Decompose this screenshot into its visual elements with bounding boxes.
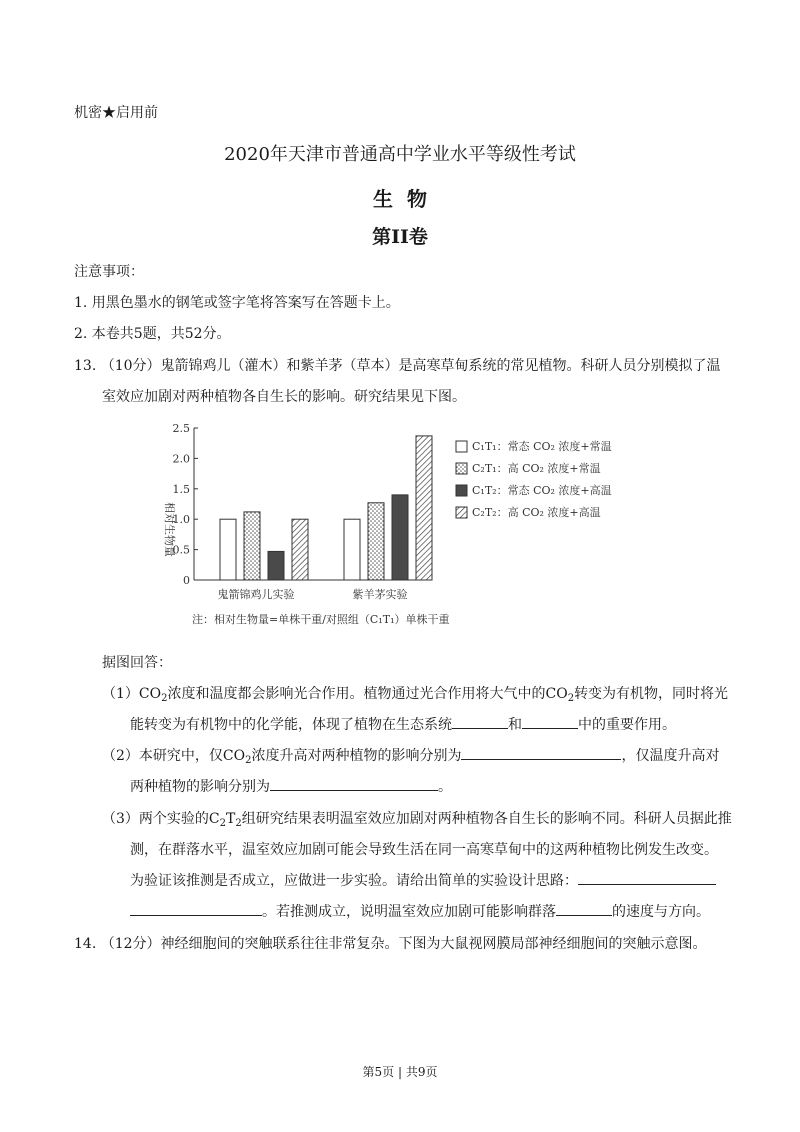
bar <box>416 436 432 580</box>
legend-swatch <box>456 507 467 518</box>
text: 。 <box>438 779 452 795</box>
biomass-bar-chart <box>150 420 640 630</box>
legend-swatch <box>456 463 467 474</box>
q13-part2-line1 <box>102 745 719 765</box>
q13-stem-line1 <box>74 355 721 375</box>
q13-part3-line1 <box>102 808 732 828</box>
notes-item-2: 2. 本卷共5题，共52分。 <box>74 326 231 342</box>
legend-swatch <box>456 485 467 496</box>
answer-blank[interactable] <box>452 714 508 729</box>
text: 为验证该推测是否成立，应做进一步实验。请给出简单的实验设计思路： <box>130 873 578 889</box>
q13-stem-line2: 室效应加剧对两种植物各自生长的影响。研究结果见下图。 <box>102 389 466 405</box>
text: （3）两个实验的C <box>102 811 220 827</box>
q13-score: （10分） <box>100 358 161 374</box>
text: （2）本研究中，仅CO <box>102 748 246 764</box>
text: 浓度和温度都会影响光合作用。植物通过光合作用将大气中的CO <box>167 686 568 702</box>
q14-number: 14. <box>74 936 97 952</box>
q14-stem-text: 神经细胞间的突触联系往往非常复杂。下图为大鼠视网膜局部神经细胞间的突触示意图。 <box>160 936 707 952</box>
y-tick-label: 1.5 <box>172 482 190 496</box>
text: 中的重要作用。 <box>578 717 676 733</box>
text: （1）CO <box>102 686 162 702</box>
text: 。若推测成立，说明温室效应加剧可能影响群落 <box>262 904 556 920</box>
subscript: 2 <box>235 818 242 829</box>
y-tick-label: 1.0 <box>172 513 190 527</box>
text: 两种植物的影响分别为 <box>130 779 270 795</box>
text: 和 <box>508 717 522 733</box>
q13-prompt: 据图回答： <box>102 655 172 671</box>
q14-score: （12分） <box>100 936 161 952</box>
bar <box>344 519 360 580</box>
bar <box>292 519 308 580</box>
q13-part1-line1 <box>102 683 728 703</box>
q13-part3-line3 <box>130 870 716 890</box>
x-tick-label: 紫羊茅实验 <box>352 588 408 601</box>
q13-part3-line2: 测，在群落水平，温室效应加剧可能会导致生活在同一高寒草甸中的这两种植物比例发生改变。 <box>130 842 718 858</box>
text: 浓度升高对两种植物的影响分别为 <box>251 748 462 764</box>
answer-blank[interactable] <box>130 901 262 916</box>
confidential-label: 机密★启用前 <box>74 105 158 121</box>
answer-blank[interactable] <box>556 901 612 916</box>
text: 能转变为有机物中的化学能，体现了植物在生态系统 <box>130 717 452 733</box>
q13-stem-text: 鬼箭锦鸡儿（灌木）和紫羊茅（草本）是高寒草甸系统的常见植物。科研人员分别模拟了温 <box>160 358 721 374</box>
y-axis-label: 相对生物量 <box>163 502 176 557</box>
exam-title: 2020年天津市普通高中学业水平等级性考试 <box>224 144 576 165</box>
q13-part3-line4 <box>130 901 710 921</box>
subscript: 2 <box>161 693 168 704</box>
notes-item-1: 1. 用黑色墨水的钢笔或签字笔将答案写在答题卡上。 <box>74 295 400 311</box>
q13-part2-line2 <box>130 776 452 796</box>
text: 的速度与方向。 <box>612 904 710 920</box>
bar <box>220 519 236 580</box>
text: 转变为有机物，同时将光 <box>574 686 729 702</box>
subscript: 2 <box>245 755 252 766</box>
q13-number: 13. <box>74 358 97 374</box>
subject-title: 生物 <box>373 187 441 211</box>
q13-part1-line2 <box>130 714 676 734</box>
legend-label: C₁T₂：常态 CO₂ 浓度+高温 <box>472 484 612 497</box>
answer-blank[interactable] <box>522 714 578 729</box>
y-tick-label: 0 <box>183 574 190 587</box>
subscript: 2 <box>219 818 226 829</box>
legend-label: C₁T₁：常态 CO₂ 浓度+常温 <box>472 440 612 453</box>
legend-swatch <box>456 441 467 452</box>
q14-stem <box>74 933 707 953</box>
text: 组研究结果表明温室效应加剧对两种植物各自生长的影响不同。科研人员据此推 <box>241 811 732 827</box>
bar <box>268 551 284 580</box>
y-tick-label: 0.5 <box>172 543 190 557</box>
answer-blank[interactable] <box>578 870 716 885</box>
y-tick-label: 2.0 <box>172 452 190 466</box>
text: ，仅温度升高对 <box>621 748 720 764</box>
bar <box>244 512 260 580</box>
x-tick-label: 鬼箭锦鸡儿实验 <box>217 588 295 601</box>
part-title: 第II卷 <box>372 226 428 248</box>
chart-note: 注：相对生物量=单株干重∕对照组（C₁T₁）单株干重 <box>192 613 450 626</box>
legend-label: C₂T₂：高 CO₂ 浓度+高温 <box>472 506 601 519</box>
answer-blank[interactable] <box>270 776 438 791</box>
y-tick-label: 2.5 <box>172 422 190 435</box>
subscript: 2 <box>567 693 575 704</box>
answer-blank[interactable] <box>461 745 621 760</box>
bar <box>368 503 384 580</box>
text: T <box>226 811 236 827</box>
bar <box>392 495 408 580</box>
legend-label: C₂T₁：高 CO₂ 浓度+常温 <box>472 462 601 475</box>
page-footer: 第5页 | 共9页 <box>362 1065 438 1079</box>
notes-heading: 注意事项： <box>74 264 144 280</box>
